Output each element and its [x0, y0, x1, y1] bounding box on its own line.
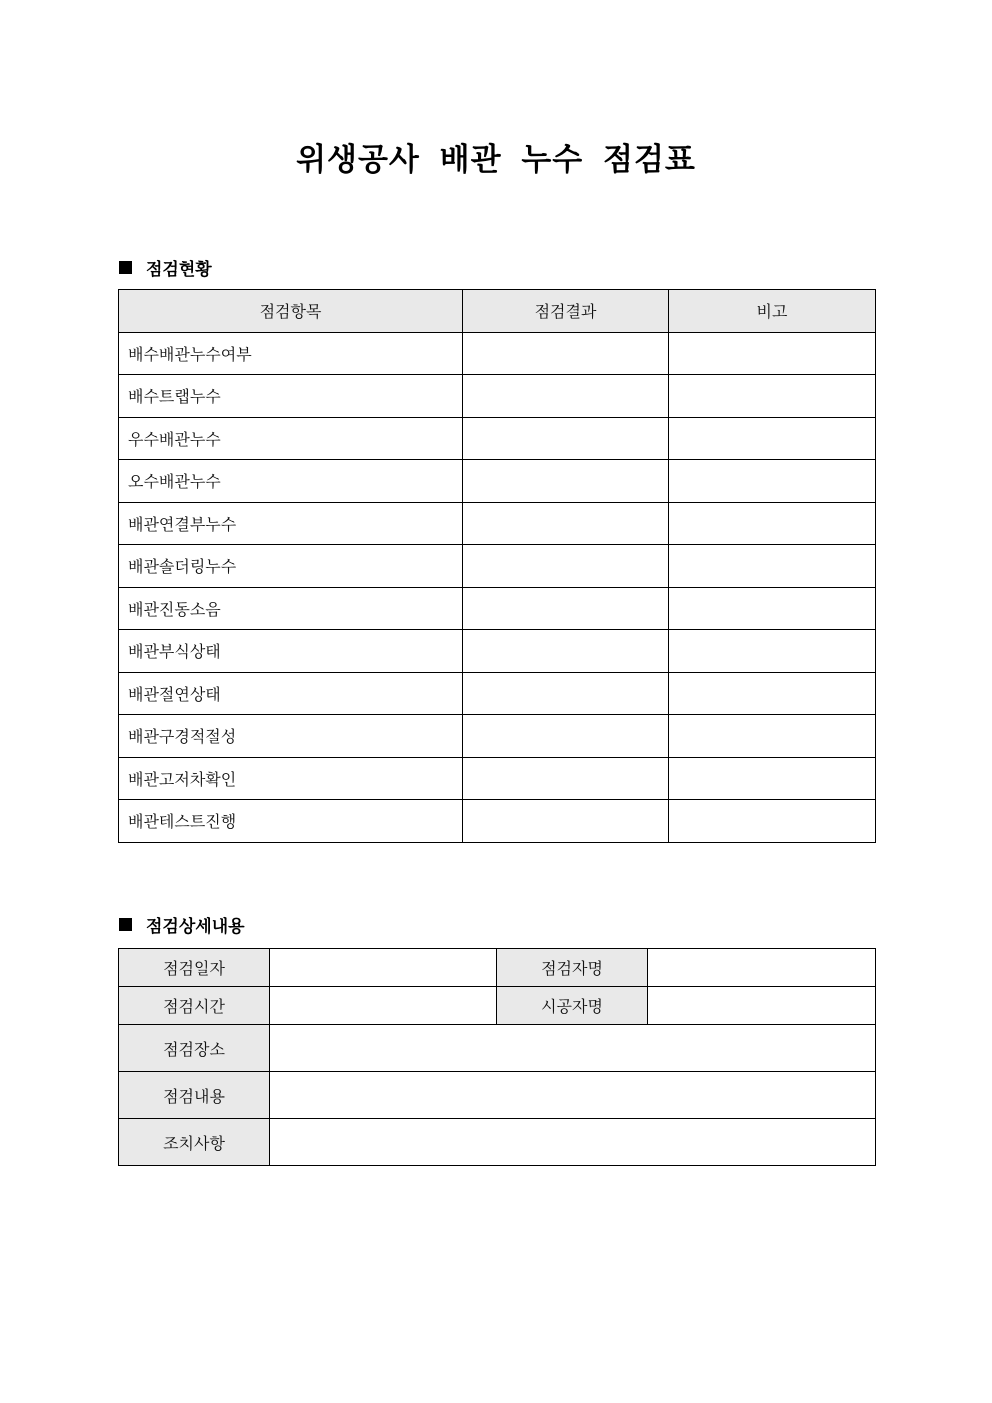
section-heading-label: 점검현황: [146, 260, 212, 280]
action-field[interactable]: [270, 1119, 876, 1166]
action-label: 조치사항: [119, 1119, 270, 1166]
table-row: [119, 417, 876, 460]
result-cell[interactable]: [463, 460, 669, 503]
time-field[interactable]: [270, 987, 497, 1025]
item-cell: 우수배관누수: [119, 417, 463, 460]
section-heading-label: 점검상세내용: [146, 917, 245, 937]
table-row: [119, 375, 876, 418]
table-row: [119, 987, 876, 1025]
note-cell[interactable]: [669, 545, 876, 588]
note-cell[interactable]: [669, 375, 876, 418]
item-cell: 배수배관누수여부: [119, 332, 463, 375]
inspector-label: 점검자명: [497, 949, 648, 987]
result-cell[interactable]: [463, 800, 669, 843]
note-cell[interactable]: [669, 800, 876, 843]
item-cell: 배관진동소음: [119, 587, 463, 630]
table-row: [119, 1025, 876, 1072]
result-cell[interactable]: [463, 757, 669, 800]
note-cell[interactable]: [669, 502, 876, 545]
note-cell[interactable]: [669, 460, 876, 503]
result-cell[interactable]: [463, 630, 669, 673]
result-cell[interactable]: [463, 332, 669, 375]
table-header-row: [119, 290, 876, 333]
table-row: [119, 715, 876, 758]
table-row: [119, 1119, 876, 1166]
note-cell[interactable]: [669, 417, 876, 460]
note-cell[interactable]: [669, 672, 876, 715]
column-header-result: 점검결과: [463, 290, 669, 333]
item-cell: 배관구경적절성: [119, 715, 463, 758]
table-row: [119, 460, 876, 503]
column-header-note: 비고: [669, 290, 876, 333]
note-cell[interactable]: [669, 587, 876, 630]
item-cell: 배관고저차확인: [119, 757, 463, 800]
inspector-field[interactable]: [648, 949, 876, 987]
section-heading-details: [119, 912, 245, 937]
item-cell: 오수배관누수: [119, 460, 463, 503]
content-label: 점검내용: [119, 1072, 270, 1119]
result-cell[interactable]: [463, 502, 669, 545]
result-cell[interactable]: [463, 587, 669, 630]
inspection-details-table: [118, 948, 876, 1166]
item-cell: 배관연결부누수: [119, 502, 463, 545]
square-bullet-icon: [119, 261, 132, 274]
result-cell[interactable]: [463, 715, 669, 758]
inspection-status-table: [118, 289, 876, 843]
table-row: [119, 630, 876, 673]
table-row: [119, 800, 876, 843]
table-row: [119, 1072, 876, 1119]
time-label: 점검시간: [119, 987, 270, 1025]
section-heading-status: [119, 255, 212, 280]
content-field[interactable]: [270, 1072, 876, 1119]
result-cell[interactable]: [463, 545, 669, 588]
item-cell: 배관솔더링누수: [119, 545, 463, 588]
result-cell[interactable]: [463, 417, 669, 460]
table-row: [119, 672, 876, 715]
table-row: [119, 332, 876, 375]
date-label: 점검일자: [119, 949, 270, 987]
date-field[interactable]: [270, 949, 497, 987]
result-cell[interactable]: [463, 375, 669, 418]
note-cell[interactable]: [669, 630, 876, 673]
table-row: [119, 757, 876, 800]
item-cell: 배관테스트진행: [119, 800, 463, 843]
square-bullet-icon: [119, 918, 132, 931]
location-label: 점검장소: [119, 1025, 270, 1072]
location-field[interactable]: [270, 1025, 876, 1072]
contractor-label: 시공자명: [497, 987, 648, 1025]
note-cell[interactable]: [669, 757, 876, 800]
note-cell[interactable]: [669, 715, 876, 758]
table-row: [119, 587, 876, 630]
column-header-item: 점검항목: [119, 290, 463, 333]
table-row: [119, 545, 876, 588]
table-row: [119, 949, 876, 987]
document-title: 위생공사 배관 누수 점검표: [296, 142, 696, 178]
item-cell: 배수트랩누수: [119, 375, 463, 418]
item-cell: 배관부식상태: [119, 630, 463, 673]
table-row: [119, 502, 876, 545]
note-cell[interactable]: [669, 332, 876, 375]
result-cell[interactable]: [463, 672, 669, 715]
contractor-field[interactable]: [648, 987, 876, 1025]
item-cell: 배관절연상태: [119, 672, 463, 715]
